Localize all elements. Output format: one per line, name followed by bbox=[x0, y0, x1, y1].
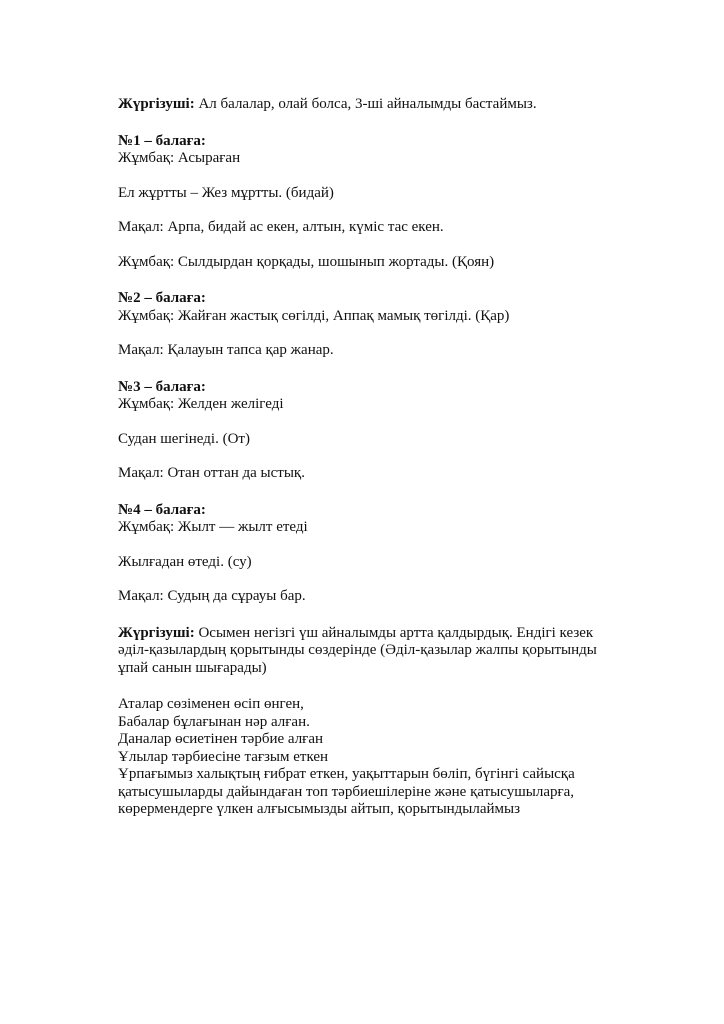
section-4-item-2: Жылғадан өтеді. (су) bbox=[118, 553, 252, 570]
poem-line-3: Даналар өсиетінен тәрбие алған bbox=[118, 731, 324, 747]
section-3-item-2: Судан шегінеді. (От) bbox=[118, 430, 250, 447]
section-4-item-3: Мақал: Судың да сұрауы бар. bbox=[118, 588, 306, 604]
section-1-item-3: Мақал: Арпа, бидай ас екен, алтын, күміс тас екен. bbox=[118, 219, 444, 235]
section-3-heading: №3 – балаға: bbox=[118, 378, 206, 395]
section-1-heading: №1 – балаға: bbox=[118, 132, 206, 149]
poem-line-1: Аталар сөзіменен өсіп өнген, bbox=[118, 696, 304, 712]
closing-text: Осымен негізгі үш айналымды артта қалдырдық. Ендігі кезек әділ-қазылардың қорытынды сөздерінде (Әділ-қазылар жалпы қорытынды ұпай санын шығарады) bbox=[118, 624, 597, 676]
section-1-item-1: Жұмбақ: Асыраған bbox=[118, 150, 241, 166]
intro-speaker: Жүргізуші: bbox=[118, 96, 195, 112]
section-4-heading: №4 – балаға: bbox=[118, 501, 206, 518]
closing-speaker: Жүргізуші: bbox=[118, 624, 195, 641]
section-4-item-1: Жұмбақ: Жылт — жылт етеді bbox=[118, 519, 308, 535]
document-body bbox=[118, 96, 618, 819]
poem-line-4: Ұлылар тәрбиесіне тағзым еткен bbox=[118, 748, 329, 765]
section-2-item-1: Жұмбақ: Жайған жастық сөгілді, Аппақ мамық төгілді. (Қар) bbox=[118, 307, 510, 324]
poem-line-2: Бабалар бұлағынан нәр алған. bbox=[118, 713, 310, 730]
closing-paragraph bbox=[118, 625, 618, 678]
section-1-item-4: Жұмбақ: Сылдырдан қорқады, шошынып жортады. (Қоян) bbox=[118, 253, 495, 270]
section-2-heading: №2 – балаға: bbox=[118, 290, 206, 306]
poem-line-5: Ұрпағымыз халықтың ғибрат еткен, уақыттарын бөліп, бүгінгі сайысқа қатысушыларды дайындаған топ тәрбиешілеріне және қатысушыларға, көрермендерге үлкен алғысымызды айтып, қорытындылаймыз bbox=[118, 766, 575, 817]
intro-text: Ал балалар, олай болса, 3-ші айналымды бастаймыз. bbox=[194, 96, 537, 112]
section-3-item-3: Мақал: Отан оттан да ыстық. bbox=[118, 465, 305, 481]
section-3-item-1: Жұмбақ: Желден желігеді bbox=[118, 396, 284, 412]
section-1-item-2: Ел жұртты – Жез мұртты. (бидай) bbox=[118, 184, 334, 201]
section-2-item-2: Мақал: Қалауын тапса қар жанар. bbox=[118, 342, 334, 358]
intro-paragraph bbox=[118, 96, 618, 114]
